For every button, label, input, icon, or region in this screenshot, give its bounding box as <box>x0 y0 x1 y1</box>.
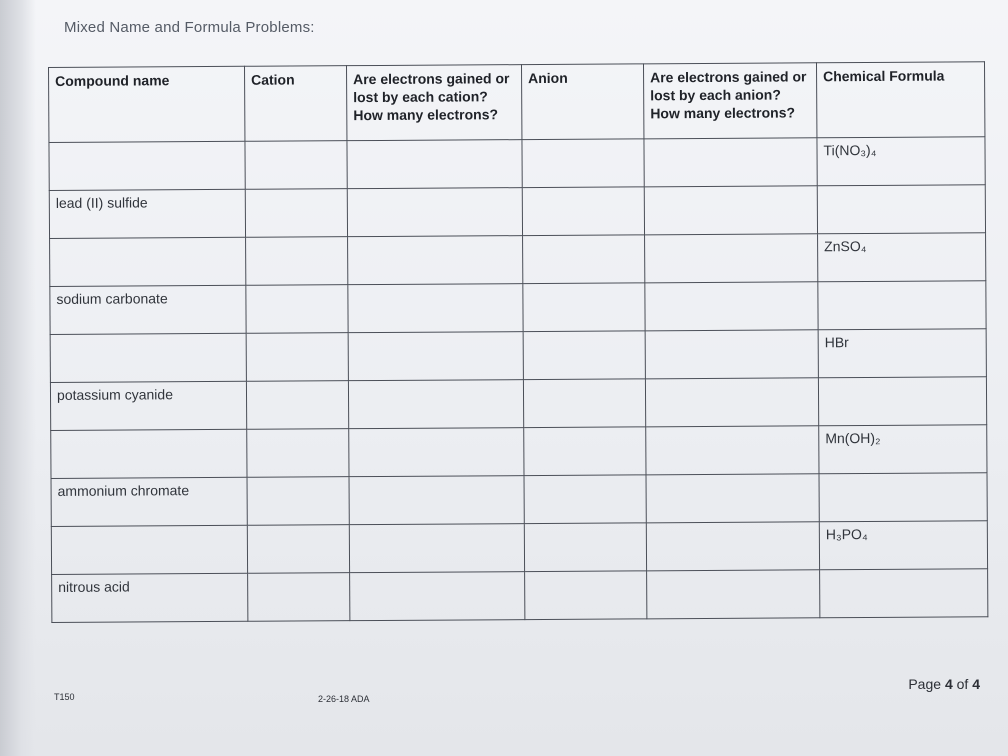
anion-cell[interactable] <box>525 571 647 620</box>
cation-electrons-cell[interactable] <box>348 332 523 381</box>
header-cation: Cation <box>244 66 346 142</box>
cation-cell[interactable] <box>247 525 349 574</box>
table-row <box>51 473 987 527</box>
cation-cell[interactable] <box>247 429 349 478</box>
chemical-formula-cell[interactable]: Mn(OH)₂ <box>819 425 987 474</box>
anion-electrons-cell[interactable] <box>645 282 818 331</box>
header-compound-name: Compound name <box>49 66 245 142</box>
anion-electrons-cell[interactable] <box>646 474 819 523</box>
chemical-formula-cell[interactable] <box>818 281 986 330</box>
anion-cell[interactable] <box>522 187 644 236</box>
header-chemical-formula: Chemical Formula <box>816 62 984 138</box>
page-current: 4 <box>944 676 953 692</box>
anion-cell[interactable] <box>524 475 646 524</box>
anion-electrons-cell[interactable] <box>644 186 817 235</box>
table-row <box>52 569 988 623</box>
table-row <box>50 281 986 335</box>
cation-cell[interactable] <box>246 285 348 334</box>
compound-name-cell[interactable]: potassium cyanide <box>50 381 246 430</box>
cation-electrons-cell[interactable] <box>347 140 522 189</box>
chemical-formula-cell[interactable] <box>818 377 986 426</box>
anion-electrons-cell[interactable] <box>645 330 818 379</box>
chemical-formula-cell[interactable] <box>817 185 985 234</box>
cation-cell[interactable] <box>246 237 348 286</box>
anion-cell[interactable] <box>524 523 646 572</box>
compound-name-cell[interactable] <box>50 237 246 286</box>
table-row <box>51 521 987 575</box>
cation-cell[interactable] <box>245 141 347 190</box>
chemical-formula-cell[interactable]: HBr <box>818 329 986 378</box>
cation-electrons-cell[interactable] <box>348 380 523 429</box>
chemical-formula-cell[interactable] <box>820 569 988 618</box>
compound-table <box>48 61 988 623</box>
cation-cell[interactable] <box>246 333 348 382</box>
anion-cell[interactable] <box>523 331 645 380</box>
page-of: of <box>956 676 969 692</box>
compound-name-cell[interactable] <box>51 525 247 574</box>
anion-cell[interactable] <box>523 235 645 284</box>
anion-electrons-cell[interactable] <box>647 570 820 619</box>
anion-cell[interactable] <box>522 139 644 188</box>
table-row <box>50 329 986 383</box>
anion-cell[interactable] <box>524 427 646 476</box>
chemical-formula-cell[interactable]: ZnSO₄ <box>818 233 986 282</box>
cation-electrons-cell[interactable] <box>348 236 523 285</box>
cation-electrons-cell[interactable] <box>349 524 524 573</box>
cation-electrons-cell[interactable] <box>349 428 524 477</box>
anion-electrons-cell[interactable] <box>645 234 818 283</box>
chemical-formula-cell[interactable] <box>819 473 987 522</box>
anion-electrons-cell[interactable] <box>646 522 819 571</box>
cation-electrons-cell[interactable] <box>347 188 522 237</box>
table-row <box>49 185 985 239</box>
anion-electrons-cell[interactable] <box>646 426 819 475</box>
cation-electrons-cell[interactable] <box>350 572 525 621</box>
compound-name-cell[interactable]: lead (II) sulfide <box>49 189 245 238</box>
table-row <box>50 377 986 431</box>
page-number <box>908 676 980 692</box>
anion-cell[interactable] <box>523 283 645 332</box>
page-total: 4 <box>972 676 980 692</box>
compound-name-cell[interactable] <box>50 333 246 382</box>
compound-name-cell[interactable]: sodium carbonate <box>50 285 246 334</box>
chemical-formula-cell[interactable]: Ti(NO₃)₄ <box>817 137 985 186</box>
header-anion: Anion <box>521 64 643 140</box>
table-header-row <box>49 62 985 143</box>
cation-cell[interactable] <box>248 573 350 622</box>
footer-date: 2-26-18 ADA <box>318 694 370 704</box>
page-word: Page <box>908 676 942 692</box>
compound-name-cell[interactable]: nitrous acid <box>52 573 248 622</box>
header-anion-electrons: Are electrons gained or lost by each anion? How many electrons? <box>643 63 816 139</box>
compound-name-cell[interactable]: ammonium chromate <box>51 477 247 526</box>
chemical-formula-cell[interactable]: H₃PO₄ <box>819 521 987 570</box>
cation-cell[interactable] <box>246 381 348 430</box>
anion-electrons-cell[interactable] <box>645 378 818 427</box>
cation-cell[interactable] <box>245 189 347 238</box>
anion-electrons-cell[interactable] <box>644 138 817 187</box>
table-row <box>50 233 986 287</box>
anion-cell[interactable] <box>523 379 645 428</box>
table-row <box>49 137 985 191</box>
worksheet-title: Mixed Name and Formula Problems: <box>64 19 315 36</box>
cation-electrons-cell[interactable] <box>348 284 523 333</box>
cation-electrons-cell[interactable] <box>349 476 524 525</box>
header-cation-electrons: Are electrons gained or lost by each cation? How many electrons? <box>346 65 521 141</box>
table-row <box>51 425 987 479</box>
compound-name-cell[interactable] <box>51 429 247 478</box>
compound-name-cell[interactable] <box>49 141 245 190</box>
footer-code: T150 <box>54 692 75 702</box>
cation-cell[interactable] <box>247 477 349 526</box>
